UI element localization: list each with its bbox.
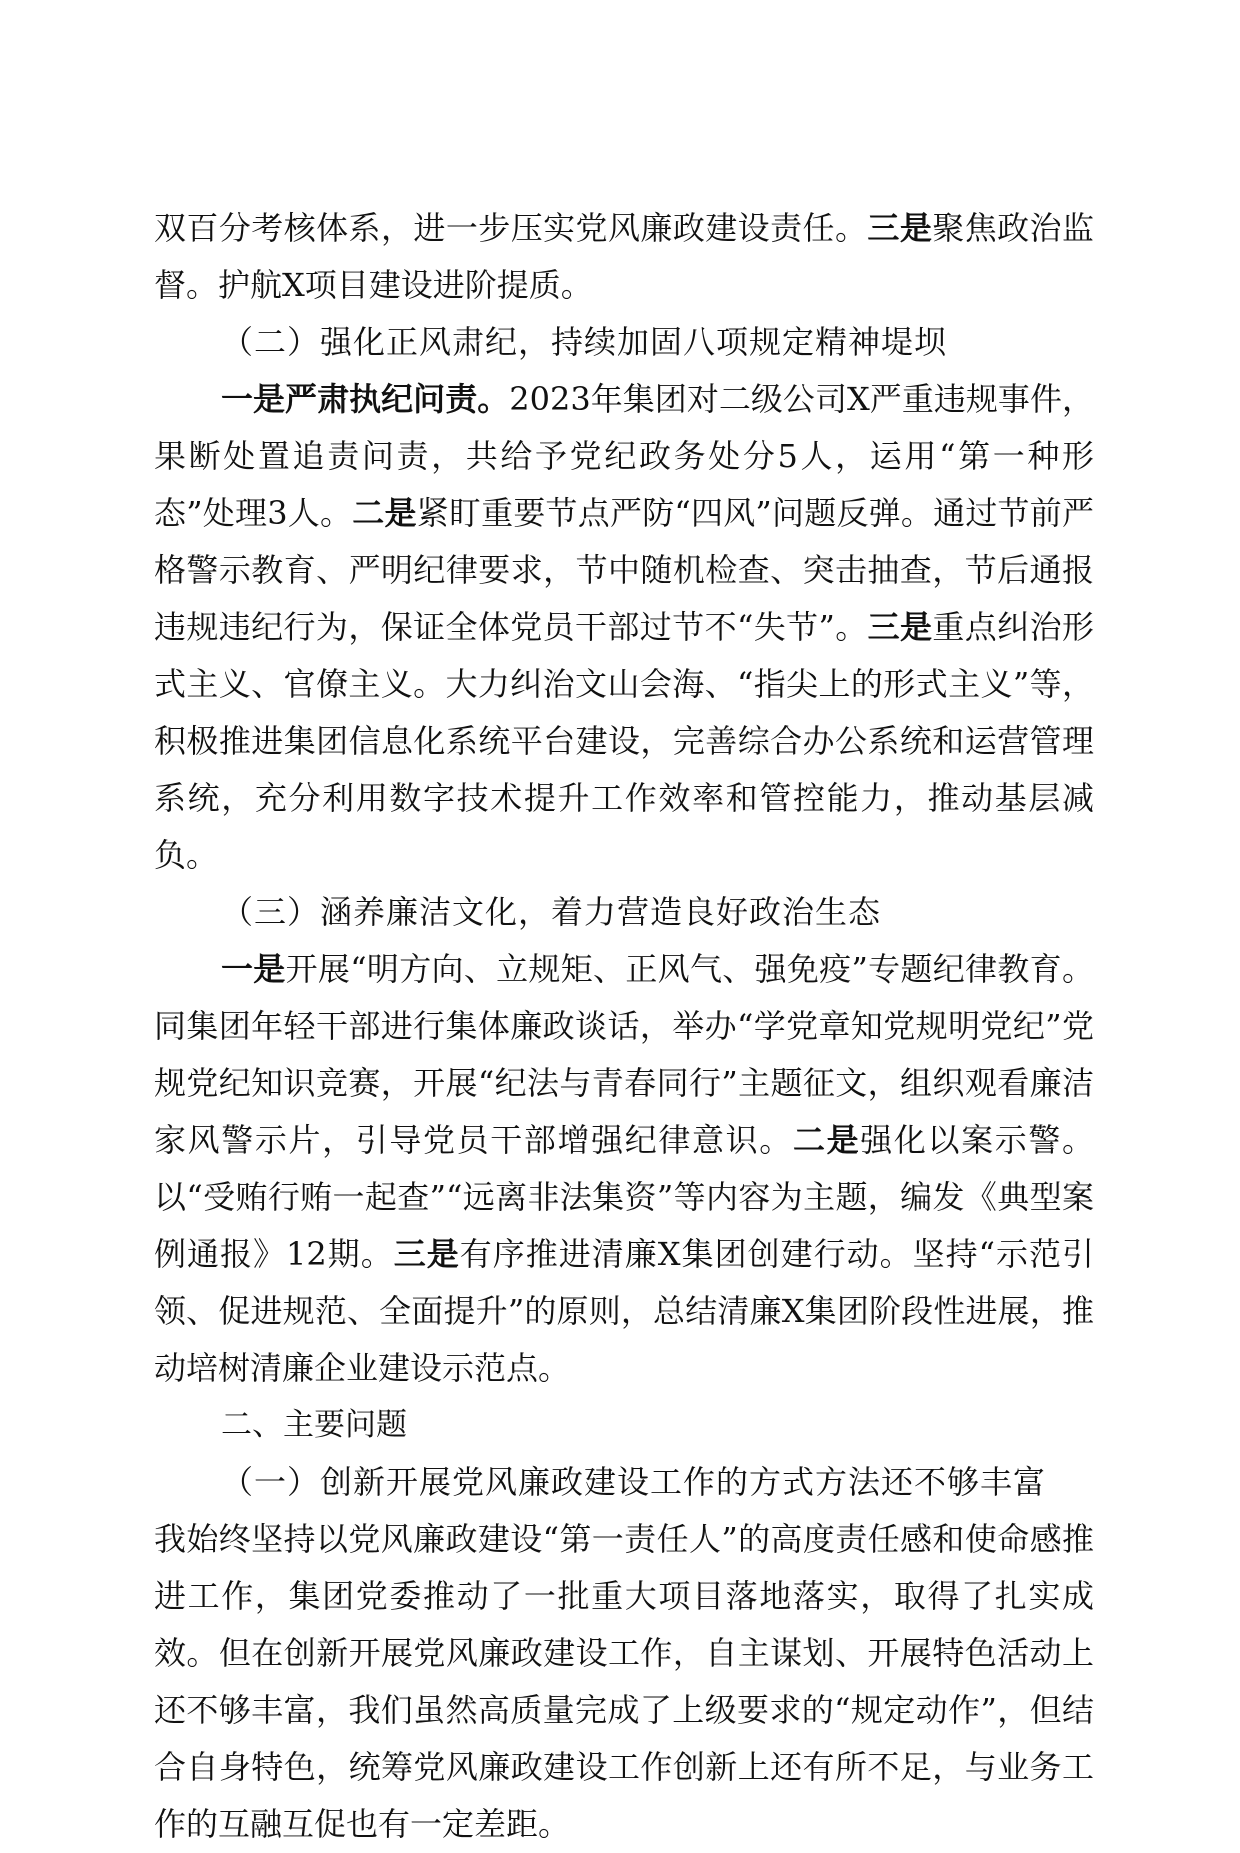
paragraph-culture (154, 941, 1094, 1397)
text-run-bold: 二是 (352, 494, 417, 532)
text-run: 双百分考核体系，进一步压实党风廉政建设责任。 (154, 209, 868, 247)
text-run: 2023年集团对二级公司X严重违规事件，果断处置追责问责，共给予党纪政务处分5人，运用“第一种形态”处理3人。 (154, 380, 1094, 532)
text-run-bold: 一是严肃执纪问责。 (221, 380, 510, 418)
section-subheading: （二）强化正风肃纪，持续加固八项规定精神堤坝 (221, 323, 948, 361)
paragraph-problems (154, 1511, 1094, 1853)
section-subheading: （三）涵养廉洁文化，着力营造良好政治生态 (221, 893, 882, 931)
text-run-bold: 三是 (867, 209, 933, 247)
text-run: 有序推进清廉X集团创建行动。坚持“示范引领、促进规范、全面提升”的原则，总结清廉X集团阶段性进展，推动培树清廉企业建设示范点。 (154, 1235, 1094, 1387)
section-heading: 二、主要问题 (221, 1407, 407, 1443)
text-run: 聚焦政治监督。护航X项目建设进阶提质。 (154, 209, 1094, 304)
paragraph-discipline (154, 371, 1094, 884)
paragraph-2-1-continuation (154, 200, 1094, 314)
text-run: 重点纠治形式主义、官僚主义。大力纠治文山会海、“指尖上的形式主义”等，积极推进集团信息化系统平台建设，完善综合办公系统和运营管理系统，充分利用数字技术提升工作效率和管控能力，推动基层减负。 (154, 608, 1094, 874)
text-run-bold: 一是 (221, 950, 286, 988)
document-page (154, 200, 1094, 1853)
text-run-bold: 二是 (792, 1121, 861, 1159)
text-run: 紧盯重要节点严防“四风”问题反弹。通过节前严格警示教育、严明纪律要求，节中随机检查、突击抽查，节后通报违规违纪行为，保证全体党员干部过节不“失节”。 (154, 494, 1094, 646)
text-run: 开展“明方向、立规矩、正风气、强免疫”专题纪律教育。同集团年轻干部进行集体廉政谈话，举办“学党章知党规明党纪”党规党纪知识竞赛，开展“纪法与青春同行”主题征文，组织观看廉洁家风警示片，引导党员干部增强纪律意识。 (154, 950, 1094, 1159)
text-run: 强化以案示警。以“受贿行贿一起查”“远离非法集资”等内容为主题，编发《典型案例通报》12期。 (154, 1121, 1094, 1273)
text-run-bold: 三是 (393, 1235, 460, 1273)
text-run: 我始终坚持以党风廉政建设“第一责任人”的高度责任感和使命感推进工作，集团党委推动了一批重大项目落地落实，取得了扎实成效。但在创新开展党风廉政建设工作，自主谋划、开展特色活动上还不够丰富，我们虽然高质量完成了上级要求的“规定动作”，但结合自身特色，统筹党风廉政建设工作创新上还有所不足，与业务工作的互融互促也有一定差距。 (154, 1520, 1094, 1843)
section-subheading: （一）创新开展党风廉政建设工作的方式方法还不够丰富 (221, 1463, 1047, 1501)
text-run-bold: 三是 (867, 608, 933, 646)
